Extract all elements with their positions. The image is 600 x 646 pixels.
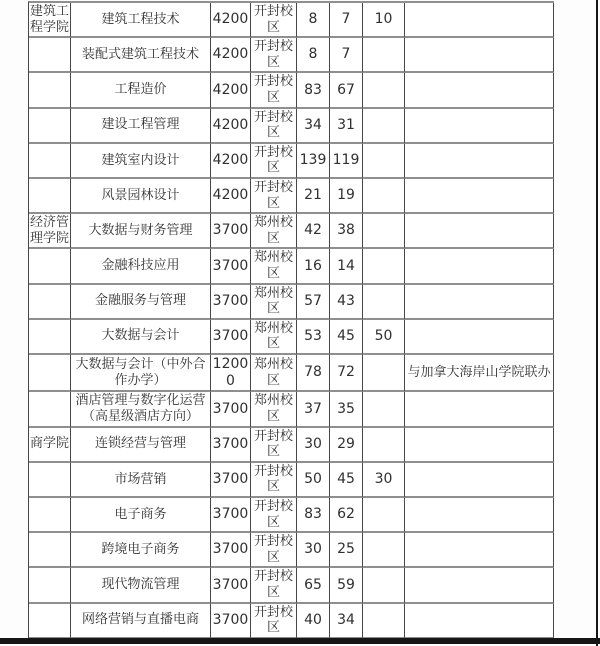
cell-num2: 35	[330, 392, 363, 427]
cell-campus: 郑州校区	[251, 355, 297, 393]
cell-num1: 40	[297, 604, 330, 639]
cell-note	[405, 38, 554, 73]
cell-num2: 119	[330, 144, 363, 179]
cell-num1: 16	[297, 249, 330, 284]
cell-program: 建筑工程技术	[71, 3, 211, 38]
cell-college	[29, 38, 71, 73]
cell-program: 网络营销与直播电商	[71, 604, 211, 639]
cell-num2: 34	[330, 604, 363, 639]
cell-program: 风景园林设计	[71, 179, 211, 214]
cell-num3	[363, 38, 405, 73]
cell-college	[29, 498, 71, 533]
cell-note	[405, 144, 554, 179]
cell-note	[405, 179, 554, 214]
table-row	[29, 285, 554, 320]
cell-college	[29, 533, 71, 568]
cell-tuition: 12000	[211, 355, 251, 393]
cell-tuition: 3700	[211, 463, 251, 498]
cell-campus: 开封校区	[251, 568, 297, 603]
cell-num3	[363, 604, 405, 639]
cell-note	[405, 463, 554, 498]
cell-num1: 78	[297, 355, 330, 393]
cell-campus: 开封校区	[251, 179, 297, 214]
cell-tuition: 3700	[211, 498, 251, 533]
cell-campus: 开封校区	[251, 498, 297, 533]
cell-campus: 开封校区	[251, 604, 297, 639]
cell-note	[405, 214, 554, 249]
cell-num3	[363, 498, 405, 533]
cell-program: 大数据与会计（中外合作办学）	[71, 355, 211, 393]
cell-note	[405, 73, 554, 108]
cell-num2: 45	[330, 463, 363, 498]
cell-num1: 57	[297, 285, 330, 320]
cell-num1: 139	[297, 144, 330, 179]
table-row	[29, 109, 554, 144]
cell-tuition: 4200	[211, 38, 251, 73]
cell-num1: 42	[297, 214, 330, 249]
cell-program: 跨境电子商务	[71, 533, 211, 568]
cell-num1: 21	[297, 179, 330, 214]
table-row	[29, 392, 554, 427]
cell-note	[405, 498, 554, 533]
cell-tuition: 4200	[211, 3, 251, 38]
cell-num1: 30	[297, 533, 330, 568]
cell-program: 现代物流管理	[71, 568, 211, 603]
cell-program: 市场营销	[71, 463, 211, 498]
cell-tuition: 4200	[211, 73, 251, 108]
table-row	[29, 498, 554, 533]
cell-program: 酒店管理与数字化运营（高星级酒店方向）	[71, 392, 211, 427]
cell-num1: 83	[297, 498, 330, 533]
cell-tuition: 3700	[211, 392, 251, 427]
cell-num3: 10	[363, 3, 405, 38]
cell-num3	[363, 73, 405, 108]
image-right-edge-line	[596, 0, 598, 646]
cell-program: 连锁经营与管理	[71, 428, 211, 463]
cell-college	[29, 109, 71, 144]
cell-num2: 7	[330, 38, 363, 73]
cell-num1: 8	[297, 3, 330, 38]
cell-num1: 37	[297, 392, 330, 427]
cell-note	[405, 568, 554, 603]
cell-num3: 50	[363, 320, 405, 355]
cell-num1: 30	[297, 428, 330, 463]
cell-tuition: 3700	[211, 533, 251, 568]
cell-program: 工程造价	[71, 73, 211, 108]
cell-college	[29, 144, 71, 179]
cell-num3	[363, 428, 405, 463]
cell-note: 与加拿大海岸山学院联办	[405, 355, 554, 393]
cell-campus: 开封校区	[251, 3, 297, 38]
cell-note	[405, 392, 554, 427]
cell-campus: 开封校区	[251, 428, 297, 463]
cell-college	[29, 463, 71, 498]
cell-campus: 开封校区	[251, 109, 297, 144]
cell-program: 电子商务	[71, 498, 211, 533]
cell-note	[405, 285, 554, 320]
table-row	[29, 38, 554, 73]
cell-tuition: 3700	[211, 214, 251, 249]
table-row	[29, 3, 554, 38]
cell-num1: 65	[297, 568, 330, 603]
cell-num2: 7	[330, 3, 363, 38]
cell-num1: 8	[297, 38, 330, 73]
cell-num3	[363, 109, 405, 144]
cell-num2: 31	[330, 109, 363, 144]
cell-program: 建筑室内设计	[71, 144, 211, 179]
cell-program: 大数据与财务管理	[71, 214, 211, 249]
admission-table-body	[29, 3, 554, 639]
cell-note	[405, 428, 554, 463]
cell-num2: 62	[330, 498, 363, 533]
cell-college	[29, 285, 71, 320]
cell-college: 建筑工程学院	[29, 3, 71, 38]
cell-num3	[363, 214, 405, 249]
cell-college	[29, 568, 71, 603]
cell-num1: 83	[297, 73, 330, 108]
cell-campus: 郑州校区	[251, 392, 297, 427]
cell-note	[405, 533, 554, 568]
table-row	[29, 320, 554, 355]
cell-num2: 38	[330, 214, 363, 249]
cell-num3	[363, 568, 405, 603]
cell-campus: 郑州校区	[251, 214, 297, 249]
cell-campus: 郑州校区	[251, 320, 297, 355]
cell-program: 金融科技应用	[71, 249, 211, 284]
cell-num2: 25	[330, 533, 363, 568]
image-bottom-edge-bar	[0, 638, 600, 644]
table-row	[29, 533, 554, 568]
cell-program: 建设工程管理	[71, 109, 211, 144]
cell-num2: 45	[330, 320, 363, 355]
cell-college	[29, 320, 71, 355]
cell-college: 商学院	[29, 428, 71, 463]
cell-campus: 郑州校区	[251, 285, 297, 320]
cell-campus: 开封校区	[251, 463, 297, 498]
cell-college	[29, 392, 71, 427]
cell-college	[29, 355, 71, 393]
cell-tuition: 4200	[211, 179, 251, 214]
cell-college	[29, 604, 71, 639]
table-row	[29, 144, 554, 179]
cell-college: 经济管理学院	[29, 214, 71, 249]
cell-num2: 14	[330, 249, 363, 284]
cell-program: 金融服务与管理	[71, 285, 211, 320]
cell-num2: 67	[330, 73, 363, 108]
cell-tuition: 4200	[211, 109, 251, 144]
cell-campus: 开封校区	[251, 38, 297, 73]
table-row	[29, 179, 554, 214]
table-row	[29, 604, 554, 639]
cell-num3	[363, 144, 405, 179]
cell-program: 大数据与会计	[71, 320, 211, 355]
cell-campus: 开封校区	[251, 73, 297, 108]
cell-num3	[363, 285, 405, 320]
cell-college	[29, 249, 71, 284]
cell-num2: 29	[330, 428, 363, 463]
cell-num3	[363, 392, 405, 427]
cell-campus: 开封校区	[251, 533, 297, 568]
cell-note	[405, 320, 554, 355]
cell-num2: 72	[330, 355, 363, 393]
cell-num2: 59	[330, 568, 363, 603]
cell-tuition: 4200	[211, 144, 251, 179]
cell-num1: 34	[297, 109, 330, 144]
cell-note	[405, 3, 554, 38]
cell-college	[29, 73, 71, 108]
table-row	[29, 463, 554, 498]
cell-tuition: 3700	[211, 568, 251, 603]
cell-tuition: 3700	[211, 249, 251, 284]
table-row	[29, 355, 554, 393]
cell-num2: 43	[330, 285, 363, 320]
admission-plan-table	[28, 1, 554, 639]
cell-tuition: 3700	[211, 604, 251, 639]
cell-tuition: 3700	[211, 428, 251, 463]
cell-num3	[363, 179, 405, 214]
cell-num3	[363, 249, 405, 284]
cell-note	[405, 109, 554, 144]
table-row	[29, 249, 554, 284]
cell-note	[405, 604, 554, 639]
cell-tuition: 3700	[211, 285, 251, 320]
cell-campus: 开封校区	[251, 144, 297, 179]
table-row	[29, 214, 554, 249]
cell-note	[405, 249, 554, 284]
table-row	[29, 73, 554, 108]
cell-num3	[363, 355, 405, 393]
cell-num3	[363, 533, 405, 568]
table-row	[29, 568, 554, 603]
cell-tuition: 3700	[211, 320, 251, 355]
cell-num2: 19	[330, 179, 363, 214]
cell-program: 装配式建筑工程技术	[71, 38, 211, 73]
table-row	[29, 428, 554, 463]
cell-num1: 50	[297, 463, 330, 498]
cell-num3: 30	[363, 463, 405, 498]
cell-college	[29, 179, 71, 214]
cell-campus: 郑州校区	[251, 249, 297, 284]
cell-num1: 53	[297, 320, 330, 355]
